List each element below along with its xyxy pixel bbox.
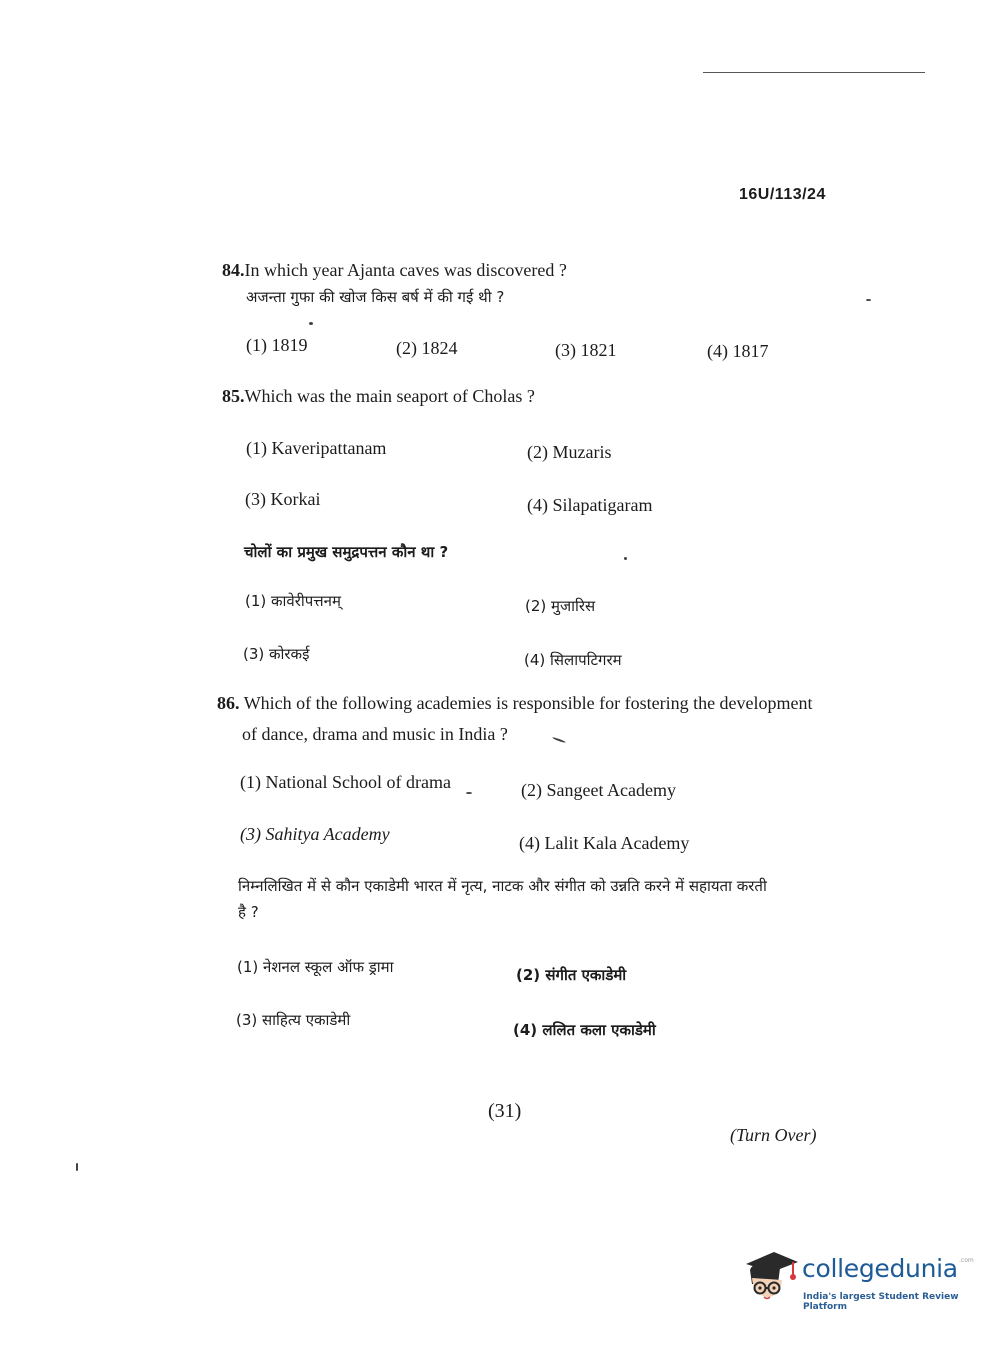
question-86-text-line1 bbox=[217, 693, 813, 714]
q86-option-1-en[interactable]: (1) National School of drama bbox=[240, 772, 451, 792]
question-86-text-line2: of dance, drama and music in India ? bbox=[242, 724, 508, 744]
q85-option-2-en[interactable]: (2) Muzaris bbox=[527, 442, 612, 462]
q86-option-2-en[interactable]: (2) Sangeet Academy bbox=[521, 780, 676, 800]
q86-option-4-en[interactable]: (4) Lalit Kala Academy bbox=[519, 833, 690, 853]
q85-option-4-en[interactable]: (4) Silapatigaram bbox=[527, 495, 653, 515]
logo-wordmark: collegedunia bbox=[802, 1254, 958, 1283]
q84-option-2[interactable]: (2) 1824 bbox=[396, 338, 458, 358]
question-84-number: 84. bbox=[222, 260, 245, 280]
collegedunia-logo bbox=[740, 1248, 974, 1318]
question-86-hindi-line1: निम्नलिखित में से कौन एकाडेमी भारत में नृत्य, नाटक और संगीत को उन्नति करने में सहायता करती bbox=[238, 877, 767, 895]
scan-speck bbox=[466, 792, 472, 794]
scan-speck bbox=[866, 299, 871, 301]
scan-speck bbox=[552, 737, 566, 744]
q86-option-3-en[interactable]: (3) Sahitya Academy bbox=[240, 824, 390, 844]
top-rule bbox=[703, 72, 925, 73]
logo-suffix: .com bbox=[959, 1257, 974, 1264]
turn-over-note: (Turn Over) bbox=[730, 1125, 817, 1145]
page-number: (31) bbox=[488, 1100, 522, 1122]
question-84-english: In which year Ajanta caves was discovered ? bbox=[244, 260, 567, 280]
question-85-hindi: चोलों का प्रमुख समुद्रपत्तन कौन था ? bbox=[244, 543, 449, 561]
q86-option-2-hi[interactable]: (2) संगीत एकाडेमी bbox=[516, 966, 627, 984]
q86-option-4-hi[interactable]: (4) ललित कला एकाडेमी bbox=[513, 1021, 656, 1039]
q85-option-1-hi[interactable]: (1) कावेरीपत्तनम् bbox=[245, 592, 341, 610]
q85-option-4-hi[interactable]: (4) सिलापटिगरम bbox=[524, 651, 622, 669]
q84-option-4[interactable]: (4) 1817 bbox=[707, 341, 769, 361]
question-84-hindi: अजन्ता गुफा की खोज किस बर्ष में की गई थी ? bbox=[246, 288, 505, 306]
question-84-text bbox=[222, 260, 567, 281]
mascot-icon bbox=[740, 1250, 800, 1312]
q85-option-1-en[interactable]: (1) Kaveripattanam bbox=[246, 438, 387, 458]
question-85-english: Which was the main seaport of Cholas ? bbox=[244, 386, 535, 406]
q86-option-3-hi[interactable]: (3) साहित्य एकाडेमी bbox=[236, 1011, 351, 1029]
scan-speck bbox=[624, 557, 627, 560]
question-86-hindi-line2: है ? bbox=[238, 903, 259, 921]
question-86-english-1: Which of the following academies is responsible for fostering the development bbox=[243, 693, 813, 713]
question-85-number: 85. bbox=[222, 386, 245, 406]
question-86-number: 86. bbox=[217, 693, 240, 713]
q85-option-3-hi[interactable]: (3) कोरकई bbox=[243, 645, 310, 663]
scan-speck bbox=[76, 1163, 78, 1171]
logo-tagline: India's largest Student Review Platform bbox=[803, 1292, 959, 1312]
scan-speck bbox=[309, 322, 313, 325]
q84-option-1[interactable]: (1) 1819 bbox=[246, 335, 308, 355]
q85-option-2-hi[interactable]: (2) मुजारिस bbox=[525, 597, 596, 615]
q86-option-1-hi[interactable]: (1) नेशनल स्कूल ऑफ ड्रामा bbox=[237, 958, 394, 976]
q84-option-3[interactable]: (3) 1821 bbox=[555, 340, 617, 360]
question-85-text bbox=[222, 386, 535, 407]
q85-option-3-en[interactable]: (3) Korkai bbox=[245, 489, 321, 509]
paper-code: 16U/113/24 bbox=[739, 186, 826, 203]
